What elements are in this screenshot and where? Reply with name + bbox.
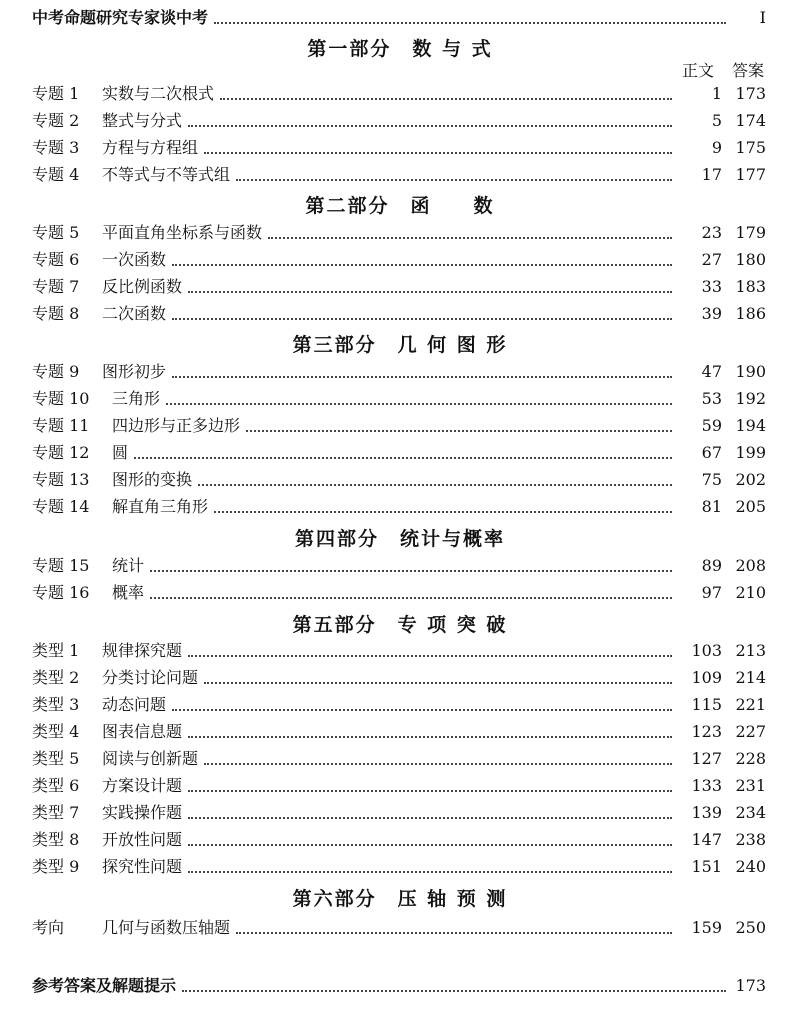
entry-answer-page: 214 <box>735 668 766 687</box>
toc-entry[interactable] <box>32 246 766 270</box>
part-title-6: 第六部分 压 轴 预 测 <box>292 888 508 910</box>
toc-header-row[interactable] <box>32 4 766 28</box>
entry-topic: 平面直角坐标系与函数 <box>102 223 263 242</box>
entry-answer-page: 227 <box>735 722 766 741</box>
toc-entry[interactable] <box>32 219 766 243</box>
entry-topic: 几何与函数压轴题 <box>102 918 231 937</box>
entry-topic: 实践操作题 <box>102 803 183 822</box>
entry-answer-page: 194 <box>735 416 766 435</box>
entry-page: 123 <box>691 722 722 741</box>
leader-dots <box>236 178 672 181</box>
leader-dots <box>268 236 672 239</box>
entry-topic: 圆 <box>112 443 129 462</box>
entry-topic: 概率 <box>112 583 145 602</box>
entry-label: 类型 8 <box>32 830 80 849</box>
leader-dots <box>150 596 672 599</box>
toc-entry[interactable] <box>32 300 766 324</box>
entry-label: 专题 16 <box>32 583 90 602</box>
entry-label: 专题 5 <box>32 223 80 242</box>
entry-label: 专题 3 <box>32 138 80 157</box>
entry-answer-page: 221 <box>735 695 766 714</box>
header-title: 中考命题研究专家谈中考 <box>32 8 209 27</box>
entry-label: 专题 7 <box>32 277 80 296</box>
leader-dots <box>188 789 672 792</box>
entry-page: 27 <box>701 250 722 269</box>
entry-answer-page: 192 <box>735 389 766 408</box>
leader-dots <box>166 402 672 405</box>
part-title-4: 第四部分 统计与概率 <box>294 528 505 550</box>
leader-dots <box>214 510 672 513</box>
entry-page: 151 <box>691 857 722 876</box>
entry-page: 127 <box>691 749 722 768</box>
entry-page: 59 <box>701 416 722 435</box>
leader-dots <box>172 708 672 711</box>
entry-topic: 分类讨论问题 <box>102 668 199 687</box>
leader-dots <box>182 989 726 992</box>
entry-answer-page: 186 <box>735 304 766 323</box>
entry-page: 75 <box>701 470 722 489</box>
leader-dots <box>246 429 672 432</box>
entry-topic: 动态问题 <box>102 695 167 714</box>
entry-page: 133 <box>691 776 722 795</box>
entry-answer-page: 234 <box>735 803 766 822</box>
entry-answer-page: 202 <box>735 470 766 489</box>
leader-dots <box>198 483 672 486</box>
toc-entry[interactable] <box>32 914 766 938</box>
toc-entry[interactable] <box>32 273 766 297</box>
toc-entry[interactable] <box>32 637 766 661</box>
entry-page: 97 <box>701 583 722 602</box>
leader-dots <box>204 762 672 765</box>
entry-page: 103 <box>691 641 722 660</box>
entry-label: 专题 1 <box>32 84 80 103</box>
toc-entry[interactable] <box>32 664 766 688</box>
toc-entry[interactable] <box>32 493 766 517</box>
leader-dots <box>188 124 672 127</box>
leader-dots <box>188 870 672 873</box>
entry-answer-page: 175 <box>735 138 766 157</box>
entry-label: 专题 4 <box>32 165 80 184</box>
toc-footer-row[interactable] <box>32 972 766 996</box>
entry-topic: 四边形与正多边形 <box>112 416 241 435</box>
entry-answer-page: 210 <box>735 583 766 602</box>
part-title-5: 第五部分 专 项 突 破 <box>292 614 508 636</box>
entry-topic: 方程与方程组 <box>102 138 199 157</box>
entry-label: 类型 5 <box>32 749 80 768</box>
leader-dots <box>188 290 672 293</box>
entry-page: 17 <box>701 165 722 184</box>
entry-answer-page: 183 <box>735 277 766 296</box>
entry-answer-page: 238 <box>735 830 766 849</box>
entry-page: 81 <box>701 497 722 516</box>
column-body-label: 正文 <box>681 61 714 80</box>
header-page: I <box>759 8 766 27</box>
entry-page: 159 <box>691 918 722 937</box>
toc-entry[interactable] <box>32 691 766 715</box>
entry-label: 类型 9 <box>32 857 80 876</box>
entry-topic: 统计 <box>112 556 145 575</box>
entry-page: 33 <box>701 277 722 296</box>
entry-answer-page: 250 <box>735 918 766 937</box>
entry-label: 类型 4 <box>32 722 80 741</box>
entry-topic: 阅读与创新题 <box>102 749 199 768</box>
entry-topic: 探究性问题 <box>102 857 183 876</box>
entry-topic: 二次函数 <box>102 304 167 323</box>
entry-answer-page: 179 <box>735 223 766 242</box>
entry-answer-page: 205 <box>735 497 766 516</box>
leader-dots <box>172 375 672 378</box>
entry-topic: 反比例函数 <box>102 277 183 296</box>
leader-dots <box>188 816 672 819</box>
toc-entry[interactable] <box>32 772 766 796</box>
entry-topic: 解直角三角形 <box>112 497 209 516</box>
entry-page: 147 <box>691 830 722 849</box>
column-headers <box>682 58 764 81</box>
leader-dots <box>134 456 672 459</box>
entry-answer-page: 177 <box>735 165 766 184</box>
entry-label: 类型 6 <box>32 776 80 795</box>
entry-topic: 开放性问题 <box>102 830 183 849</box>
entry-label: 类型 2 <box>32 668 80 687</box>
entry-answer-page: 231 <box>735 776 766 795</box>
entry-label: 专题 14 <box>32 497 90 516</box>
entry-page: 53 <box>701 389 722 408</box>
leader-dots <box>204 151 672 154</box>
toc-entry[interactable] <box>32 466 766 490</box>
entry-page: 39 <box>701 304 722 323</box>
entry-topic: 方案设计题 <box>102 776 183 795</box>
toc-entry[interactable] <box>32 134 766 158</box>
entry-answer-page: 208 <box>735 556 766 575</box>
toc-entry[interactable] <box>32 718 766 742</box>
toc-entry[interactable] <box>32 385 766 409</box>
footer-title: 参考答案及解题提示 <box>32 976 177 995</box>
entry-page: 115 <box>691 695 722 714</box>
entry-topic: 三角形 <box>112 389 161 408</box>
leader-dots <box>172 263 672 266</box>
entry-answer-page: 180 <box>735 250 766 269</box>
entry-answer-page: 240 <box>735 857 766 876</box>
entry-topic: 图表信息题 <box>102 722 183 741</box>
entry-page: 47 <box>701 362 722 381</box>
toc-entry[interactable] <box>32 579 766 603</box>
leader-dots <box>188 654 672 657</box>
entry-page: 9 <box>711 138 722 157</box>
entry-topic: 一次函数 <box>102 250 167 269</box>
entry-topic: 图形的变换 <box>112 470 193 489</box>
entry-page: 1 <box>711 84 722 103</box>
entry-topic: 规律探究题 <box>102 641 183 660</box>
leader-dots <box>150 569 672 572</box>
entry-label: 专题 15 <box>32 556 90 575</box>
entry-label: 类型 3 <box>32 695 80 714</box>
entry-label: 专题 9 <box>32 362 80 381</box>
leader-dots <box>236 931 672 934</box>
entry-topic: 图形初步 <box>102 362 167 381</box>
part-title-1: 第一部分 数 与 式 <box>307 38 493 60</box>
leader-dots <box>172 317 672 320</box>
entry-topic: 不等式与不等式组 <box>102 165 231 184</box>
entry-label: 专题 2 <box>32 111 80 130</box>
entry-page: 67 <box>701 443 722 462</box>
entry-label: 考向 <box>32 918 65 937</box>
toc-entry[interactable] <box>32 439 766 463</box>
leader-dots <box>188 843 672 846</box>
leader-dots <box>188 735 672 738</box>
toc-entry[interactable] <box>32 412 766 436</box>
leader-dots <box>214 21 726 24</box>
toc-entry[interactable] <box>32 826 766 850</box>
toc-entry[interactable] <box>32 161 766 185</box>
toc-entry[interactable] <box>32 853 766 877</box>
entry-answer-page: 174 <box>735 111 766 130</box>
entry-topic: 整式与分式 <box>102 111 183 130</box>
toc-entry[interactable] <box>32 745 766 769</box>
toc-entry[interactable] <box>32 107 766 131</box>
entry-label: 类型 7 <box>32 803 80 822</box>
entry-answer-page: 213 <box>735 641 766 660</box>
entry-label: 专题 8 <box>32 304 80 323</box>
entry-label: 专题 11 <box>32 416 90 435</box>
entry-answer-page: 190 <box>735 362 766 381</box>
footer-page: 173 <box>735 976 766 995</box>
part-title-3: 第三部分 几 何 图 形 <box>292 334 508 356</box>
toc-entry[interactable] <box>32 80 766 104</box>
part-title-2: 第二部分 函 数 <box>305 195 495 217</box>
entry-page: 89 <box>701 556 722 575</box>
leader-dots <box>204 681 672 684</box>
entry-label: 专题 10 <box>32 389 90 408</box>
entry-page: 139 <box>691 803 722 822</box>
toc-entry[interactable] <box>32 358 766 382</box>
entry-answer-page: 199 <box>735 443 766 462</box>
entry-page: 5 <box>711 111 722 130</box>
entry-answer-page: 173 <box>735 84 766 103</box>
toc-entry[interactable] <box>32 799 766 823</box>
entry-label: 类型 1 <box>32 641 80 660</box>
entry-label: 专题 6 <box>32 250 80 269</box>
column-answer-label: 答案 <box>731 61 764 80</box>
entry-label: 专题 12 <box>32 443 90 462</box>
leader-dots <box>220 97 672 100</box>
entry-topic: 实数与二次根式 <box>102 84 215 103</box>
entry-page: 23 <box>701 223 722 242</box>
entry-answer-page: 228 <box>735 749 766 768</box>
entry-page: 109 <box>691 668 722 687</box>
toc-entry[interactable] <box>32 552 766 576</box>
entry-label: 专题 13 <box>32 470 90 489</box>
